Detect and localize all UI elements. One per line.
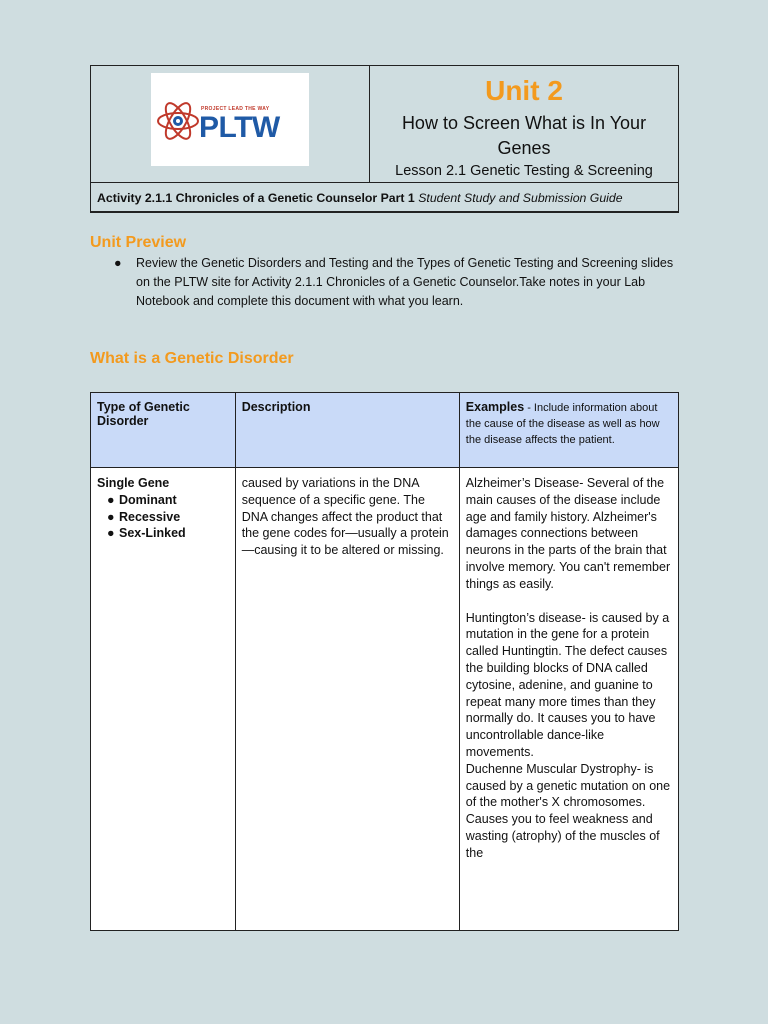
logo-tagline: PROJECT LEAD THE WAY [201,106,270,112]
title-cell [370,66,678,182]
preview-list [114,254,674,311]
unit-preview-heading: Unit Preview [90,234,187,251]
header-description: Description [235,393,459,468]
table-header-row [91,393,679,468]
list-item: ● Dominant [107,492,177,507]
single-gene-subtypes [97,492,229,542]
unit-title: Unit 2 [485,75,563,106]
list-item: ● Recessive [107,509,181,524]
header-type: Type of Genetic Disorder [91,393,236,468]
activity-guide-label: Student Study and Submission Guide [418,191,623,205]
single-gene-examples [459,468,678,931]
single-gene-label: Single Gene [97,476,170,490]
single-gene-cell [91,468,236,931]
single-gene-description: caused by variations in the DNA sequence of a specific gene. The DNA changes affect the product that the gene codes for—usually a protein—causing it to be altered or missing. [235,468,459,931]
example-duchenne: Duchenne Muscular Dystrophy- is caused by a genetic mutation on one of the mother's X chromosomes. Causes you to feel weakness and wasting (atrophy) of the muscles of the [465,761,671,860]
atom-icon [153,91,203,151]
logo-cell [91,66,370,182]
examples-label: Examples [465,400,525,414]
example-alzheimers: Alzheimer’s Disease- Several of the main causes of the disease include age and family history. Alzheimer's damages connections between neurons in the parts of the brain that involve memory. You can't remember things as easily. [465,476,671,591]
lesson-title: Lesson 2.1 Genetic Testing & Screening [395,163,653,179]
header-examples [459,393,678,468]
list-item: ● Sex-Linked [107,526,186,541]
pltw-logo [151,73,309,166]
genetic-disorder-heading: What is a Genetic Disorder [90,350,294,367]
bullet-icon: ● [114,256,122,270]
activity-title: Activity 2.1.1 Chronicles of a Genetic Counselor Part 1 [97,191,415,205]
header-table [90,65,679,213]
unit-subtitle-line1: How to Screen What is In Your [401,113,647,133]
genetic-disorder-table [90,392,679,931]
unit-subtitle-line2: Genes [497,138,551,158]
table-row [91,468,679,931]
logo-wordmark: PLTW [199,111,280,144]
examples-note: - Include information about the cause of the disease as well as how the disease affects the patient. [465,402,660,446]
preview-bullet-text: Review the Genetic Disorders and Testing and the Types of Genetic Testing and Screening slides on the PLTW site for Activity 2.1.1 Chronicles of a Genetic Counselor.Take notes in your Lab Notebook and complete this document with what you learn. [136,256,674,308]
example-huntingtons: Huntington’s disease- is caused by a mutation in the gene for a protein called Huntingtin. The defect causes the building blocks of DNA called cytosine, adenine, and guanine to repeat many more times than they normally do. It causes you to have uncontrollable dance-like movements. [465,610,670,759]
activity-row [91,183,678,214]
